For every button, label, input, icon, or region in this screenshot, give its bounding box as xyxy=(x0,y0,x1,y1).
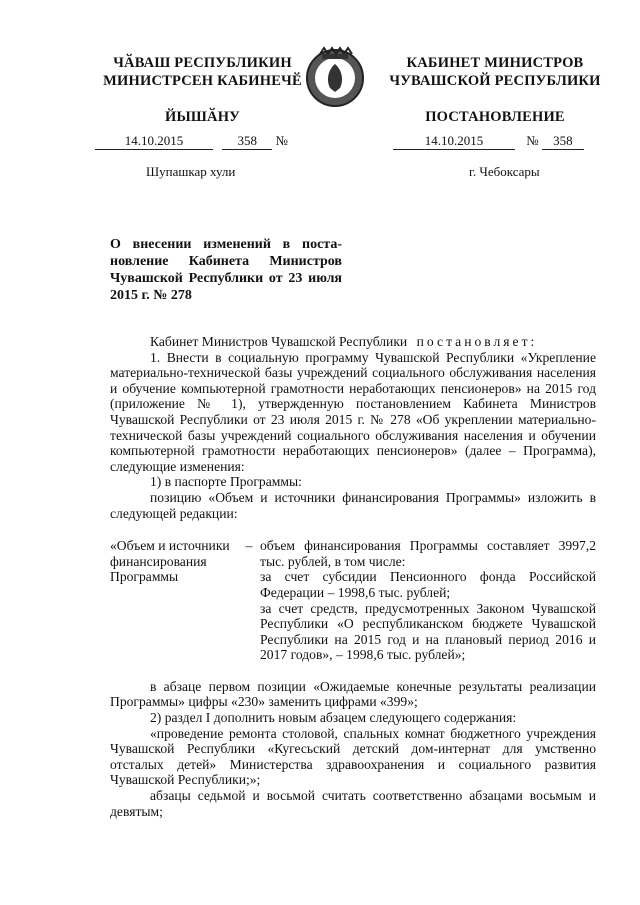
title-line2: новление Кабинета Министров xyxy=(110,254,342,269)
header-left-line1: ЧӐВАШ РЕСПУБЛИКИН xyxy=(113,55,292,71)
header-left xyxy=(95,54,310,126)
emblem-icon xyxy=(300,40,370,112)
paragraph-2: 1) в паспорте Программы: xyxy=(150,474,302,490)
table-left-cell: «Объем и источники финансирования Программы xyxy=(110,538,230,585)
header-right xyxy=(385,54,605,126)
right-number-sign: № xyxy=(526,133,539,148)
table-right-3: за счет средств, предусмотренных Законом Чувашской Республики «О республиканском бюджете Чувашской Республики на 2015 год и на плановый период 2016 и 2017 годов», – 1998,6 тыс. рублей»; xyxy=(260,600,596,663)
table-right-cell xyxy=(260,538,596,663)
paragraph-6: «проведение ремонта столовой, спальных комнат бюджетного учреждения Чувашской Республики «Кугесьский детский дом-интернат для умственно отсталых детей» Министерства здравоохранения и социального развития Чувашской Республики;»; xyxy=(110,725,596,788)
left-date: 14.10.2015 xyxy=(95,133,213,150)
header-left-doc-type: ЙЫШӐНУ xyxy=(164,109,241,125)
title-line4: 2015 г. № 278 xyxy=(110,288,192,303)
left-place: Шупашкар хули xyxy=(146,164,236,179)
intro-paragraph xyxy=(110,334,596,350)
title-line1: О внесении изменений в поста- xyxy=(110,237,342,252)
left-date-line xyxy=(95,133,310,150)
right-place: г. Чебоксары xyxy=(469,164,540,179)
document-title xyxy=(110,236,342,304)
table-right-2: за счет субсидии Пенсионного фонда Российской Федерации – 1998,6 тыс. рублей; xyxy=(260,569,596,600)
intro-text: Кабинет Министров Чувашской Республики xyxy=(150,334,408,349)
left-number-sign: № xyxy=(275,133,288,148)
header-left-line2: МИНИСТРСЕН КАБИНЕЧӖ xyxy=(103,73,302,89)
title-line3: Чувашской Республики от 23 июля xyxy=(110,271,342,286)
right-date-line xyxy=(393,133,613,150)
document-body xyxy=(110,334,596,819)
left-number: 358 xyxy=(222,133,272,150)
table-dash: – xyxy=(245,538,253,554)
paragraph-4: в абзаце первом позиции «Ожидаемые конечные результаты реализации Программы» цифры «230» заменить цифрами «399»; xyxy=(110,678,596,710)
header-right-doc-type: ПОСТАНОВЛЕНИЕ xyxy=(425,109,565,125)
table-right-1: объем финансирования Программы составляет 3997,2 тыс. рублей, в том числе: xyxy=(260,538,596,569)
header-right-line2: ЧУВАШСКОЙ РЕСПУБЛИКИ xyxy=(389,73,601,89)
paragraph-1: 1. Внести в социальную программу Чувашской Республики «Укрепление материально-технической базы учреждений социального обслуживания населения и обучение компьютерной грамотности неработающих пенсионеров» на 2015 год (приложение № 1), утвержденную постановлением Кабинета Министров Чувашской Республики от 23 июля 2015 г. № 278 «Об укреплении материально-технической базы учреждений социального обслуживания населения и обучении компьютерной грамотности неработающих пенсионеров» (далее – Программа), следующие изменения: xyxy=(110,349,596,474)
intro-decree-word: постановляет: xyxy=(416,334,538,349)
right-number: 358 xyxy=(542,133,584,150)
financing-table xyxy=(110,538,596,663)
header-right-line1: КАБИНЕТ МИНИСТРОВ xyxy=(406,55,584,71)
paragraph-7: абзацы седьмой и восьмой считать соответственно абзацами восьмым и девятым; xyxy=(110,788,596,819)
paragraph-3: позицию «Объем и источники финансирования Программы» изложить в следующей редакции: xyxy=(110,489,596,521)
paragraph-5: 2) раздел I дополнить новым абзацем следующего содержания: xyxy=(150,710,517,726)
right-date: 14.10.2015 xyxy=(393,133,515,150)
